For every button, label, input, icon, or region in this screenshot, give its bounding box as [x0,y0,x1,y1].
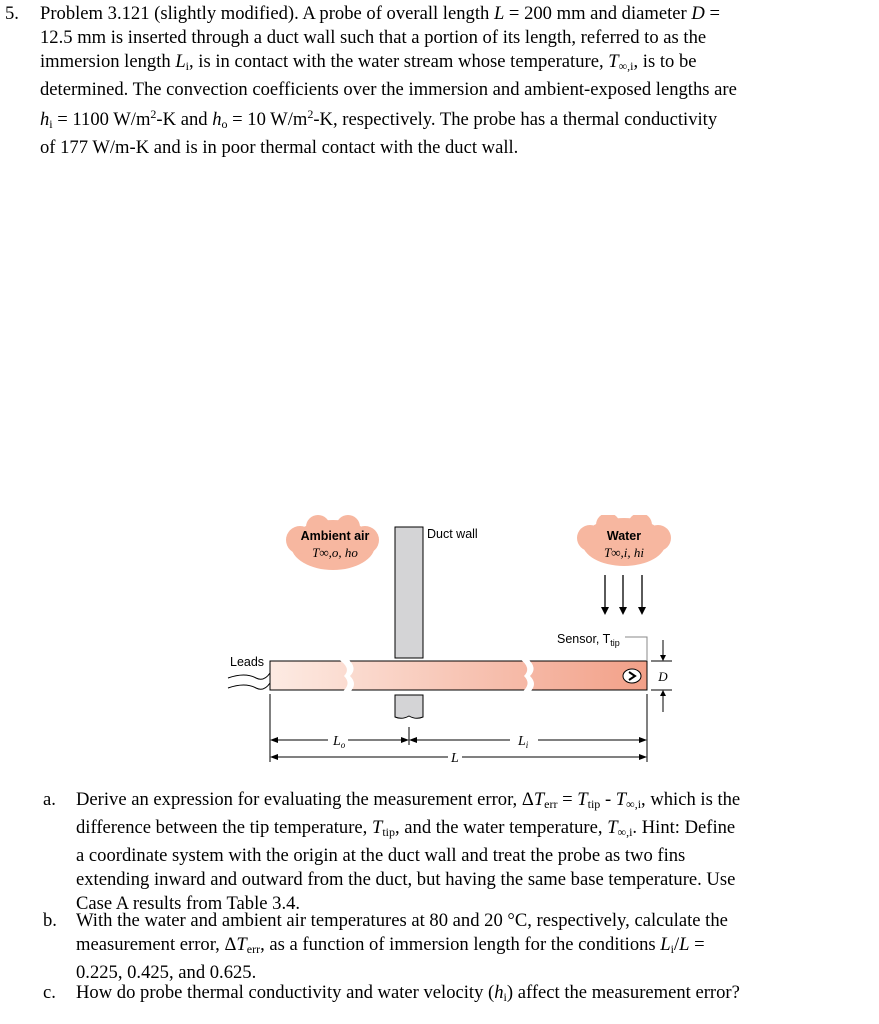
part-text [76,788,740,916]
text-segment: i [670,941,674,956]
sensor-leader [625,637,647,660]
text-segment: T [577,789,588,810]
text-segment: , is to be [633,51,697,72]
text-segment: = [689,933,705,955]
text-segment: a coordinate system with the origin at the duct wall and treat the probe as two fins [76,845,686,866]
text-segment: ∞,i [618,59,634,73]
text-segment: Problem 3.121 (slightly modified). A probe of overall length [40,3,494,24]
text-segment: 2 [150,107,157,121]
diameter-label: D [658,669,668,684]
text-segment: . Hint: Define [632,817,736,838]
text-segment: tip [587,797,601,811]
text-segment: err [544,797,558,811]
text-segment: -K, respectively. The probe has a thermal conductivity [313,109,718,130]
text-segment: = [704,3,720,24]
text-segment: determined. The convection coefficients over the immersion and ambient-exposed lengths are [40,79,737,100]
text-segment: err [246,941,261,956]
text-segment: - [600,789,616,810]
text-segment: D [691,3,705,24]
text-segment: L [679,933,690,955]
text-segment: = 1100 W/m [52,109,151,130]
li-label: $L_i$ [518,734,529,750]
text-segment: -K and [156,109,213,130]
text-line [40,26,737,50]
text-segment: i [49,117,53,131]
text-line [76,868,740,892]
text-segment: measurement error, Δ [76,933,237,955]
part-label: b. [43,909,57,931]
probe-diagram [220,515,690,775]
text-segment: of 177 W/m-K and is in poor thermal contact with the duct wall. [40,137,519,158]
text-segment: 12.5 mm is inserted through a duct wall such that a portion of its length, referred to as the [40,27,707,48]
text-segment: T [615,789,627,810]
text-line [76,933,728,961]
leads-label: Leads [230,655,265,669]
water-label: Water [606,529,642,543]
problem-statement [40,2,737,160]
text-line [76,816,740,844]
text-segment: = 200 mm and diameter [504,3,692,24]
probe [270,661,647,690]
text-segment: , is in contact with the water stream whose temperature, [189,51,609,72]
arrow-heads [601,607,646,615]
text-line [40,2,737,26]
text-segment: L [493,3,505,24]
water-flow-arrows [605,575,642,610]
lo-label: $L_o$ [333,734,346,750]
text-segment: T [236,933,247,955]
text-segment: T [607,817,618,838]
text-line [76,981,740,1009]
text-segment: i [185,59,189,73]
text-segment: = [557,789,578,810]
text-segment: o [221,117,228,131]
text-segment: T [371,817,383,838]
text-segment: L [175,51,186,72]
part-text [76,909,728,985]
text-segment: ∞,i [626,797,642,811]
sensor-label: Sensor, $T_{tip}$ [557,632,620,648]
text-segment: How do probe thermal conductivity and water velocity ( [76,982,495,1003]
text-segment: tip [382,825,395,839]
text-line [40,78,737,102]
text-segment: / [673,933,680,955]
text-segment: immersion length [40,51,176,72]
sensor-icon [623,669,641,683]
ambient-vars: T∞,o, ho [312,545,358,560]
text-segment: With the water and ambient air temperatures at 80 and 20 °C, respectively, calculate the [76,909,728,931]
text-segment: h [494,982,504,1003]
text-segment: h [40,109,50,130]
text-segment: Case A results from Table 3.4. [76,893,301,914]
ambient-air-label: Ambient air [300,529,370,543]
text-segment: 2 [307,107,314,121]
text-line [40,136,737,160]
text-segment: ∞,i [617,825,633,839]
text-segment: Derive an expression for evaluating the measurement error, Δ [76,789,534,810]
text-segment: 0.225, 0.425, and 0.625. [76,961,257,983]
leads-wires [228,673,270,689]
text-segment: , and the water temperature, [395,817,608,838]
text-segment: i [503,990,507,1004]
duct-wall-label: Duct wall [427,527,478,541]
text-line [76,909,728,933]
part-text [76,981,740,1009]
duct-wall-lower [395,695,423,718]
text-segment: T [608,51,619,72]
water-vars: T∞,i, hi [604,545,644,560]
part-label: a. [43,789,56,810]
duct-wall-upper [395,527,423,658]
text-segment: L [660,933,671,955]
text-segment: difference between the tip temperature, [76,817,372,838]
text-segment: ) affect the measurement error? [506,982,740,1003]
text-line [76,844,740,868]
problem-number: 5. [5,3,19,24]
text-segment: T [533,789,545,810]
text-segment: , which is the [641,789,741,810]
text-line [40,50,737,78]
l-label: L [451,751,459,766]
text-segment: = 10 W/m [227,109,308,130]
text-segment: , as a function of immersion length for the conditions [260,933,661,955]
text-line [40,102,737,136]
part-label: c. [43,982,56,1003]
text-segment: extending inward and outward from the duct, but having the same base temperature. Use [76,869,736,890]
text-line [76,788,740,816]
text-segment: h [212,109,222,130]
